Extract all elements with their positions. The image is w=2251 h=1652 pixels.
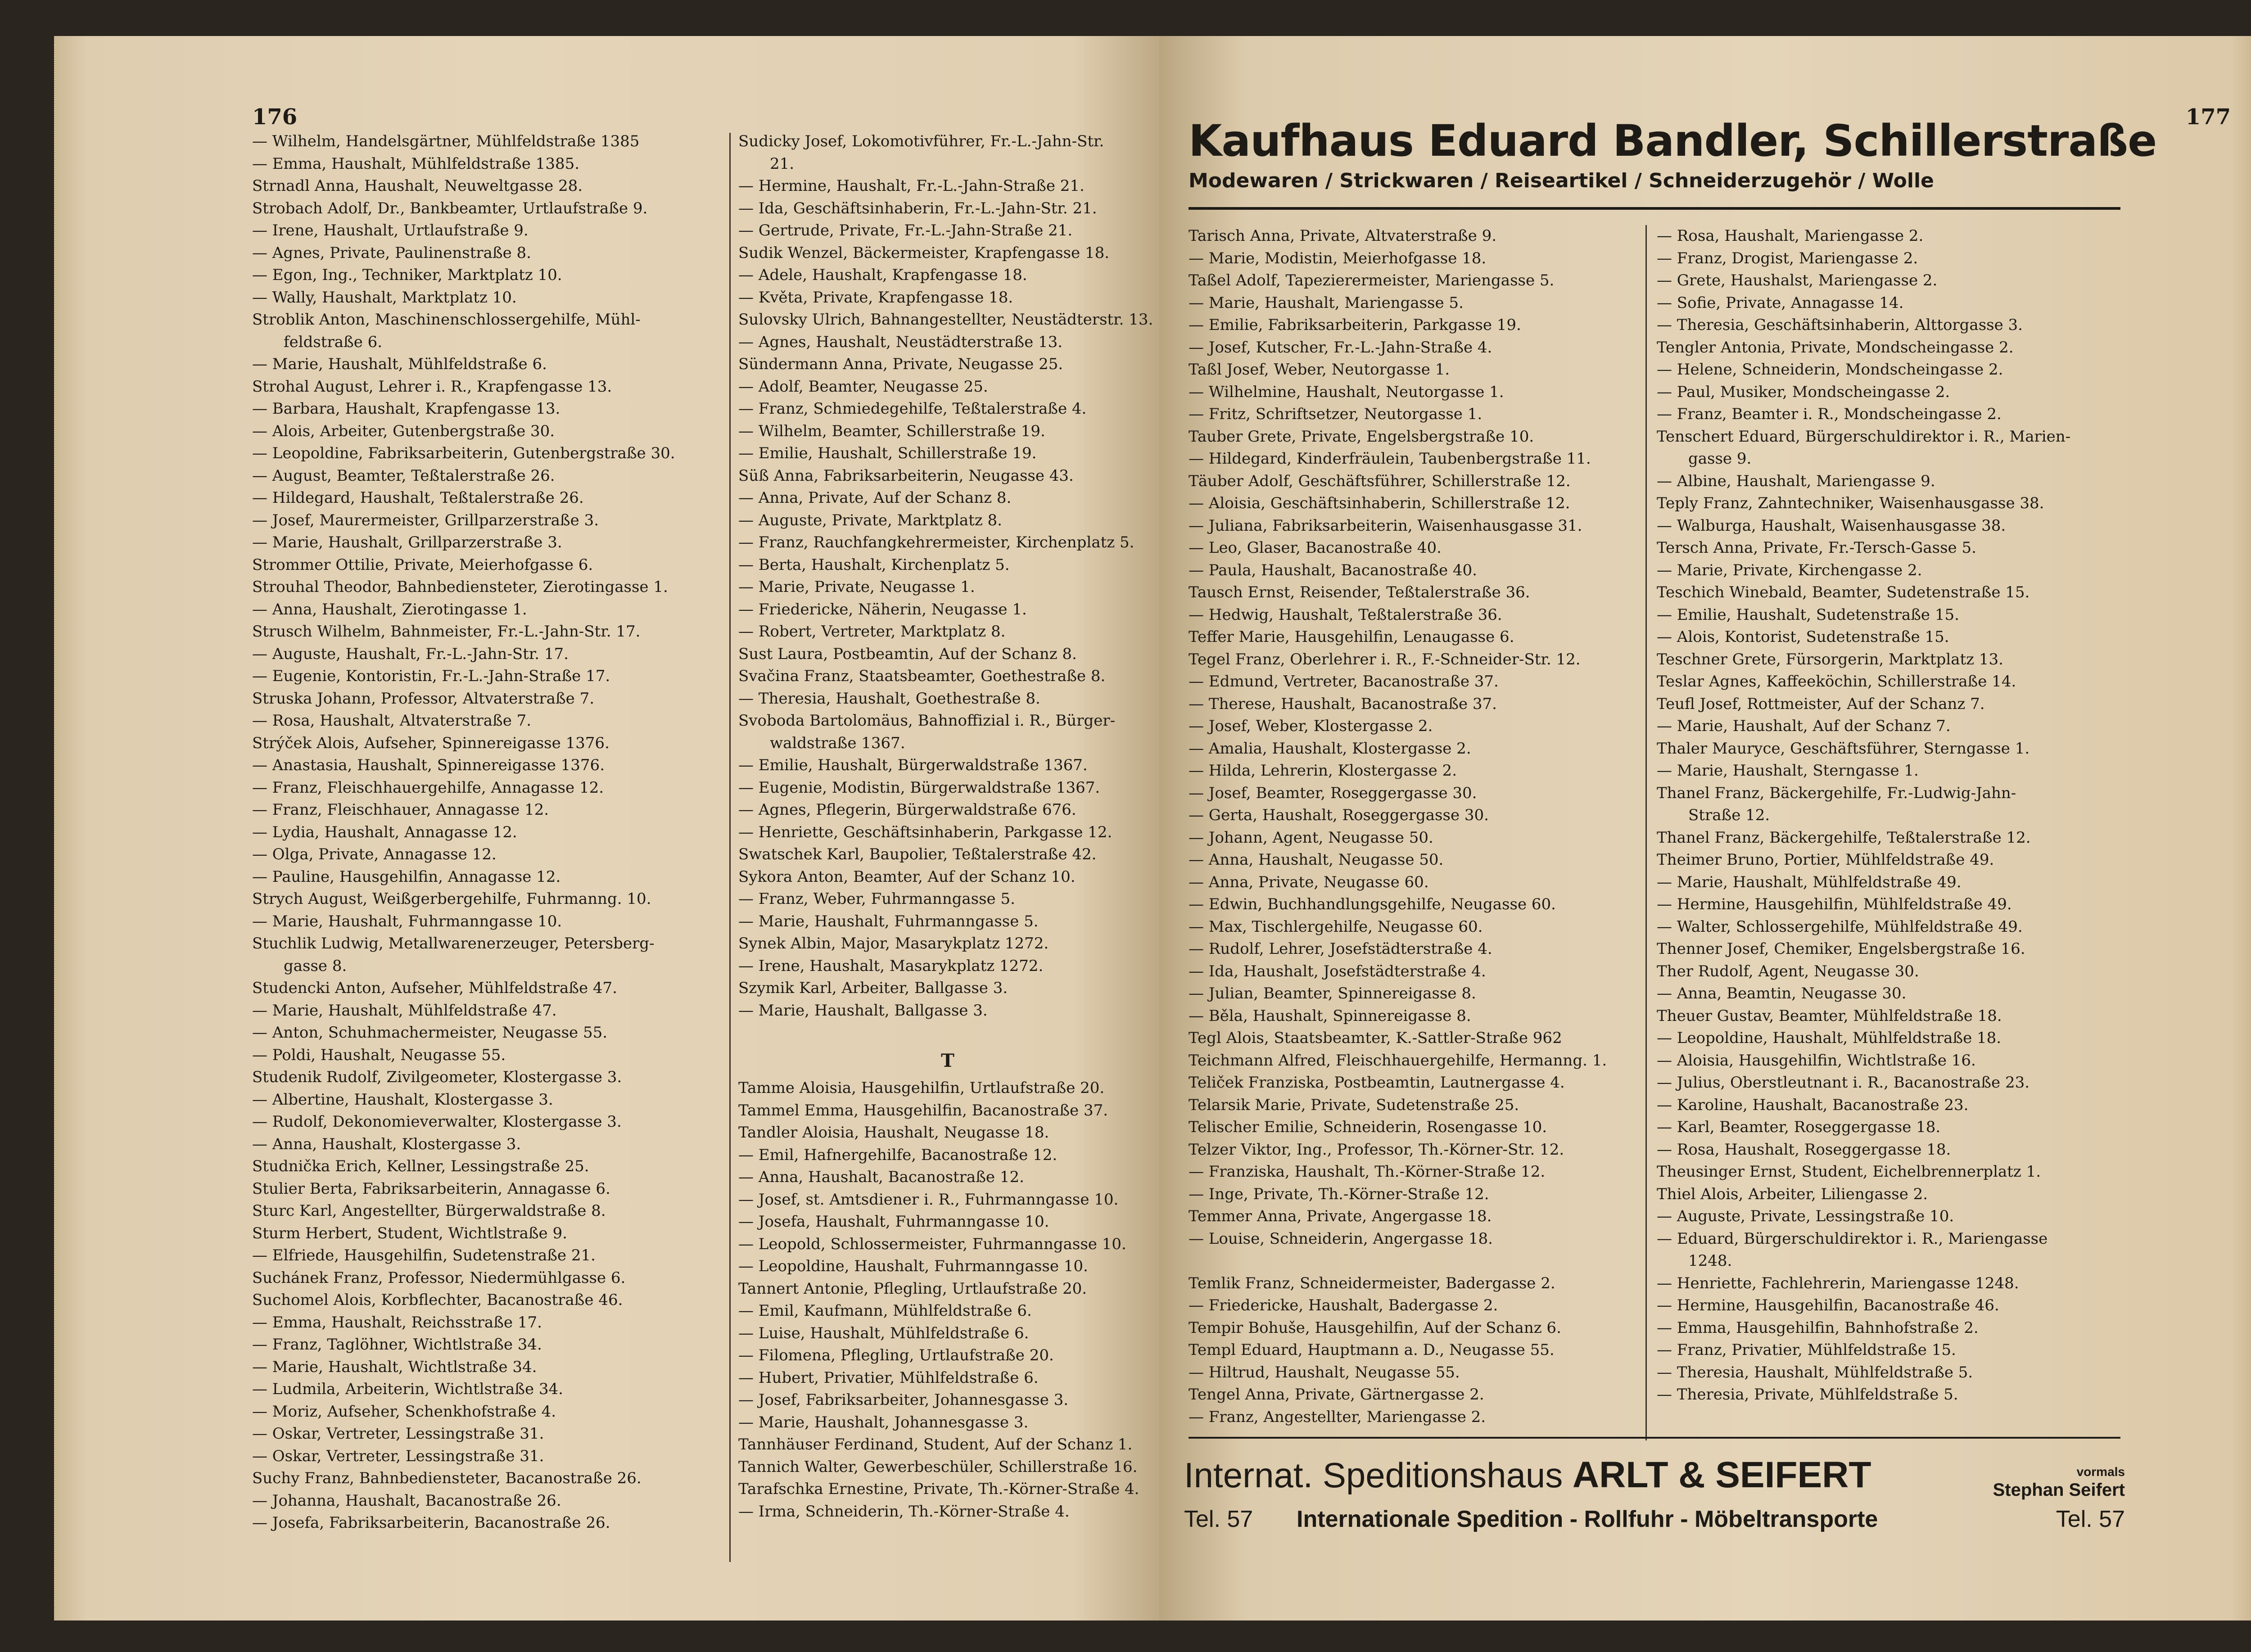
directory-entry: — Anna, Private, Neugasse 60. [1189,873,1429,891]
entry-continuation: waldstraße 1367. [770,734,905,752]
directory-entry: Stroblik Anton, Maschinenschlossergehilfe, Mühl- [252,311,641,329]
directory-entry: — Hilda, Lehrerin, Klostergasse 2. [1189,762,1457,780]
directory-entry: — Walburga, Haushalt, Waisenhausgasse 38. [1657,516,2006,535]
directory-entry: Telzer Viktor, Ing., Professor, Th.-Körner-Str. 12. [1189,1140,1564,1159]
directory-entry: — Moriz, Aufseher, Schenkhofstraße 4. [252,1402,556,1421]
directory-entry: — Marie, Private, Kirchengasse 2. [1657,561,1922,579]
directory-entry: — Marie, Private, Neugasse 1. [738,578,975,596]
directory-entry: — Irene, Haushalt, Masarykplatz 1272. [738,957,1044,975]
directory-entry: — Julius, Oberstleutnant i. R., Bacanostraße 23. [1657,1074,2030,1092]
directory-entry: — Oskar, Vertreter, Lessingstraße 31. [252,1425,544,1443]
directory-entry: Tannhäuser Ferdinand, Student, Auf der Schanz 1. [738,1435,1133,1453]
directory-entry: Svoboda Bartolomäus, Bahnoffizial i. R., Bürger- [738,712,1116,730]
directory-entry: — Eduard, Bürgerschuldirektor i. R., Mariengasse [1657,1229,2048,1248]
directory-entry: Tenschert Eduard, Bürgerschuldirektor i. R., Marien- [1657,427,2071,446]
directory-entry: Tarisch Anna, Private, Altvaterstraße 9. [1189,227,1497,245]
directory-entry: Süß Anna, Fabriksarbeiterin, Neugasse 43. [738,466,1074,485]
directory-entry: — Auguste, Private, Marktplatz 8. [738,511,1002,529]
directory-entry: — Rudolf, Lehrer, Josefstädterstraße 4. [1189,940,1492,958]
ad-title: Kaufhaus Eduard Bandler, Schillerstraße [1189,116,2157,166]
directory-entry: Tannert Antonie, Pflegling, Urtlaufstraße 20. [738,1279,1087,1298]
directory-entry: — Emil, Hafnergehilfe, Bacanostraße 12. [738,1146,1058,1164]
directory-entry: — Běla, Haushalt, Spinnereigasse 8. [1189,1007,1471,1025]
directory-entry: Thenner Josef, Chemiker, Engelsbergstraße 16. [1657,940,2025,958]
directory-entry: — Karl, Beamter, Roseggergasse 18. [1657,1118,1941,1136]
directory-entry: — Franz, Rauchfangkehrermeister, Kirchenplatz 5. [738,533,1135,551]
directory-entry: Strommer Ottilie, Private, Meierhofgasse 6. [252,555,593,574]
entry-continuation: 1248. [1688,1252,1732,1270]
directory-entry: Täuber Adolf, Geschäftsführer, Schillerstraße 12. [1189,472,1571,490]
ad-underline [1189,207,2120,210]
directory-entry: — Friedericke, Näherin, Neugasse 1. [738,600,1027,618]
directory-entry: — Marie, Haushalt, Mühlfeldstraße 6. [252,355,547,373]
directory-entry: — Inge, Private, Th.-Körner-Straße 12. [1189,1185,1489,1203]
directory-entry: Teichmann Alfred, Fleischhauergehilfe, Hermanng. 1. [1189,1051,1607,1070]
directory-entry: — Anna, Haushalt, Bacanostraße 12. [738,1168,1024,1186]
directory-entry: Szymik Karl, Arbeiter, Ballgasse 3. [738,979,1008,997]
directory-entry: — Leo, Glaser, Bacanostraße 40. [1189,539,1442,557]
directory-entry: — Emil, Kaufmann, Mühlfeldstraße 6. [738,1302,1032,1320]
directory-entry: — Barbara, Haushalt, Krapfengasse 13. [252,400,560,418]
directory-entry: — Theresia, Private, Mühlfeldstraße 5. [1657,1386,1958,1404]
directory-entry: — Anna, Private, Auf der Schanz 8. [738,489,1012,507]
directory-entry: — Josef, Maurermeister, Grillparzerstraße 3. [252,511,599,529]
directory-entry: — Agnes, Pflegerin, Bürgerwaldstraße 676. [738,801,1076,819]
directory-entry: — Albine, Haushalt, Mariengasse 9. [1657,472,1935,490]
directory-entry: Stuchlik Ludwig, Metallwarenerzeuger, Petersberg- [252,934,655,952]
directory-entry: — Theresia, Haushalt, Mühlfeldstraße 5. [1657,1363,1973,1381]
directory-entry: — Marie, Haushalt, Auf der Schanz 7. [1657,717,1951,735]
directory-entry: — Marie, Haushalt, Grillparzerstraße 3. [252,533,562,551]
directory-entry: Telischer Emilie, Schneiderin, Rosengasse 10. [1189,1118,1547,1136]
directory-entry: — Olga, Private, Annagasse 12. [252,845,497,863]
directory-entry: — Anastasia, Haushalt, Spinnereigasse 1376. [252,756,605,774]
directory-entry: Tarafschka Ernestine, Private, Th.-Körner-Straße 4. [738,1480,1139,1498]
directory-entry: Teply Franz, Zahntechniker, Waisenhausgasse 38. [1657,494,2044,512]
directory-entry: Swatschek Karl, Baupolier, Teßtalerstraße 42. [738,845,1097,863]
directory-entry: — Alois, Arbeiter, Gutenbergstraße 30. [252,422,555,440]
directory-entry: — Henriette, Geschäftsinhaberin, Parkgasse 12. [738,823,1112,841]
directory-entry: Tegel Franz, Oberlehrer i. R., F.-Schneider-Str. 12. [1189,650,1581,668]
ad-tel-left: Tel. 57 [1184,1506,1253,1532]
directory-entry: Theusinger Ernst, Student, Eichelbrennerplatz 1. [1657,1163,2041,1181]
directory-entry: Strusch Wilhelm, Bahnmeister, Fr.-L.-Jahn-Str. 17. [252,623,641,641]
directory-entry: Tausch Ernst, Reisender, Teßtalerstraße 36. [1189,583,1530,601]
directory-entry: — Leopoldine, Haushalt, Mühlfeldstraße 18. [1657,1029,2002,1047]
directory-entry: — Theresia, Geschäftsinhaberin, Alttorgasse 3. [1657,316,2023,334]
directory-entry: Tengel Anna, Private, Gärtnergasse 2. [1189,1386,1484,1404]
directory-entry: — Marie, Haushalt, Sterngasse 1. [1657,762,1919,780]
entry-continuation: Straße 12. [1688,806,1770,824]
directory-entry: — Franz, Drogist, Mariengasse 2. [1657,249,1918,267]
directory-entry: — Hermine, Haushalt, Fr.-L.-Jahn-Straße 21. [738,177,1085,195]
left-column-2 [738,131,1157,1523]
directory-entry: — Karoline, Haushalt, Bacanostraße 23. [1657,1096,1969,1114]
directory-entry: Telarsik Marie, Private, Sudetenstraße 25. [1189,1096,1519,1114]
directory-entry: — Marie, Haushalt, Fuhrmanngasse 5. [738,912,1039,930]
directory-entry: — Friedericke, Haushalt, Badergasse 2. [1189,1296,1498,1314]
directory-entry: Strouhal Theodor, Bahnbediensteter, Zierotingasse 1. [252,578,668,596]
directory-entry: — Egon, Ing., Techniker, Marktplatz 10. [252,266,562,284]
directory-entry: — Max, Tischlergehilfe, Neugasse 60. [1189,917,1483,936]
directory-entry: — Marie, Haushalt, Ballgasse 3. [738,1001,988,1020]
directory-entry: Strýček Alois, Aufseher, Spinnereigasse 1376. [252,734,610,752]
directory-entry: Teufl Josef, Rottmeister, Auf der Schanz 7. [1657,695,1985,713]
directory-entry: — Josefa, Fabriksarbeiterin, Bacanostraße 26. [252,1514,610,1532]
directory-entry: Tandler Aloisia, Haushalt, Neugasse 18. [738,1124,1049,1142]
directory-entry: — Emilie, Fabriksarbeiterin, Parkgasse 19. [1189,316,1521,334]
entry-continuation: gasse 9. [1688,450,1752,468]
directory-entry: — Helene, Schneiderin, Mondscheingasse 2. [1657,361,2003,379]
directory-entry: — Emma, Haushalt, Reichsstraße 17. [252,1313,542,1332]
directory-entry: Strych August, Weißgerbergehilfe, Fuhrmanng. 10. [252,890,651,908]
blank-line [1189,1250,1693,1273]
directory-entry: Synek Albin, Major, Masarykplatz 1272. [738,934,1049,952]
directory-entry: Thanel Franz, Bäckergehilfe, Fr.-Ludwig-Jahn- [1657,784,2016,802]
directory-entry: — Adolf, Beamter, Neugasse 25. [738,377,988,396]
directory-entry: — Wally, Haushalt, Marktplatz 10. [252,288,517,307]
directory-entry: — Eugenie, Kontoristin, Fr.-L.-Jahn-Straße 17. [252,667,610,685]
directory-entry: Tammel Emma, Hausgehilfin, Bacanostraße 37. [738,1101,1108,1119]
directory-entry: — Emilie, Haushalt, Sudetenstraße 15. [1657,605,1959,624]
directory-entry: Sturm Herbert, Student, Wichtlstraße 9. [252,1224,567,1242]
directory-entry: — Amalia, Haushalt, Klostergasse 2. [1189,739,1471,758]
directory-entry: — Marie, Haushalt, Fuhrmanngasse 10. [252,912,562,930]
directory-entry: — Anna, Haushalt, Neugasse 50. [1189,851,1444,869]
section-letter: T [941,1050,954,1071]
directory-entry: — August, Beamter, Teßtalerstraße 26. [252,466,555,485]
directory-entry: — Edwin, Buchhandlungsgehilfe, Neugasse 60. [1189,895,1556,913]
ad-services: Internationale Spedition - Rollfuhr - Möbeltransporte [1297,1506,1878,1532]
page-edge-left [54,45,56,1607]
directory-entry: — Marie, Haushalt, Mühlfeldstraße 47. [252,1001,557,1020]
directory-entry: — Paula, Haushalt, Bacanostraße 40. [1189,561,1477,579]
directory-entry: Teschich Winebald, Beamter, Sudetenstraße 15. [1657,583,2030,601]
directory-entry: Thanel Franz, Bäckergehilfe, Teßtalerstraße 12. [1657,828,2031,847]
directory-entry: — Walter, Schlossergehilfe, Mühlfeldstraße 49. [1657,917,2023,936]
blank-line [738,1022,1157,1044]
directory-entry: — Gertrude, Private, Fr.-L.-Jahn-Straße 21. [738,221,1073,239]
column-rule-right [1645,225,1647,1440]
directory-entry: — Marie, Haushalt, Johannesgasse 3. [738,1413,1029,1431]
directory-entry: — Franz, Schmiedegehilfe, Teßtalerstraße 4. [738,400,1087,418]
directory-entry: Teliček Franziska, Postbeamtin, Lautnergasse 4. [1189,1074,1565,1092]
directory-entry: — Grete, Haushalst, Mariengasse 2. [1657,271,1938,289]
ad-company: Internat. Speditionshaus ARLT & SEIFERT [1184,1454,1871,1495]
directory-entry: — Josef, Kutscher, Fr.-L.-Jahn-Straße 4. [1189,338,1492,357]
directory-entry: Tamme Aloisia, Hausgehilfin, Urtlaufstraße 20. [738,1079,1105,1097]
directory-entry: — Juliana, Fabriksarbeiterin, Waisenhausgasse 31. [1189,516,1582,535]
ad-kaufhaus-bandler [1189,116,2157,192]
directory-entry: Sudik Wenzel, Bäckermeister, Krapfengasse 18. [738,244,1110,262]
directory-entry: Tengler Antonia, Private, Mondscheingasse 2. [1657,338,2014,357]
directory-entry: — Rudolf, Dekonomieverwalter, Klostergasse 3. [252,1113,622,1131]
page-number-left: 176 [252,104,298,130]
directory-entry: — Lydia, Haushalt, Annagasse 12. [252,823,517,841]
directory-entry: — Therese, Haushalt, Bacanostraße 37. [1189,695,1497,713]
directory-entry: — Aloisia, Hausgehilfin, Wichtlstraße 16. [1657,1051,1976,1070]
directory-entry: — Wilhelm, Handelsgärtner, Mühlfeldstraße 1385 [252,132,640,150]
directory-entry: — Auguste, Private, Lessingstraße 10. [1657,1207,1954,1225]
directory-entry: — Elfriede, Hausgehilfin, Sudetenstraße 21. [252,1246,596,1264]
directory-entry: Studencki Anton, Aufseher, Mühlfeldstraße 47. [252,979,617,997]
directory-entry: — Josef, st. Amtsdiener i. R., Fuhrmanngasse 10. [738,1190,1119,1209]
directory-entry: — Albertine, Haushalt, Klostergasse 3. [252,1090,553,1109]
directory-entry: — Johanna, Haushalt, Bacanostraße 26. [252,1491,561,1510]
directory-entry: — Irene, Haushalt, Urtlaufstraße 9. [252,221,529,239]
directory-entry: — Josef, Fabriksarbeiter, Johannesgasse 3. [738,1391,1069,1409]
directory-entry: Strobach Adolf, Dr., Bankbeamter, Urtlaufstraße 9. [252,199,648,217]
directory-entry: — Edmund, Vertreter, Bacanostraße 37. [1189,673,1499,691]
directory-entry: — Ludmila, Arbeiterin, Wichtlstraße 34. [252,1380,563,1398]
directory-entry: Studenik Rudolf, Zivilgeometer, Klostergasse 3. [252,1068,622,1086]
directory-entry: — Rosa, Haushalt, Mariengasse 2. [1657,227,1924,245]
directory-entry: — Hubert, Privatier, Mühlfeldstraße 6. [738,1368,1039,1387]
directory-entry: — Josef, Beamter, Roseggergasse 30. [1189,784,1477,802]
directory-entry: Suchánek Franz, Professor, Niedermühlgasse 6. [252,1268,626,1287]
directory-entry: Taßel Adolf, Tapezierermeister, Mariengasse 5. [1189,271,1555,289]
directory-entry: — Hedwig, Haushalt, Teßtalerstraße 36. [1189,605,1502,624]
directory-entry: — Theresia, Haushalt, Goethestraße 8. [738,689,1040,708]
directory-entry: — Leopoldine, Haushalt, Fuhrmanngasse 10. [738,1257,1088,1275]
directory-entry: Tauber Grete, Private, Engelsbergstraße 10. [1189,427,1534,446]
directory-entry: Strohal August, Lehrer i. R., Krapfengasse 13. [252,377,612,396]
directory-entry: — Franz, Fleischhauer, Annagasse 12. [252,801,549,819]
directory-entry: — Emilie, Haushalt, Bürgerwaldstraße 1367. [738,756,1088,774]
open-book [54,36,2251,1620]
directory-entry: — Leopoldine, Fabriksarbeiterin, Gutenbergstraße 30. [252,444,675,462]
ad-subtitle: Modewaren / Strickwaren / Reiseartikel / Schneiderzugehör / Wolle [1189,169,1934,192]
directory-entry: — Aloisia, Geschäftsinhaberin, Schillerstraße 12. [1189,494,1570,512]
directory-entry: Teffer Marie, Hausgehilfin, Lenaugasse 6. [1189,628,1514,646]
directory-entry: — Wilhelmine, Haushalt, Neutorgasse 1. [1189,383,1504,401]
directory-entry: Sulovsky Ulrich, Bahnangestellter, Neustädterstr. 13. [738,311,1153,329]
directory-entry: — Irma, Schneiderin, Th.-Körner-Straße 4. [738,1502,1070,1521]
directory-entry: — Fritz, Schriftsetzer, Neutorgasse 1. [1189,405,1483,423]
directory-entry: — Pauline, Hausgehilfin, Annagasse 12. [252,867,561,886]
directory-entry: — Rosa, Haushalt, Roseggergasse 18. [1657,1140,1951,1159]
directory-entry: — Eugenie, Modistin, Bürgerwaldstraße 1367. [738,778,1100,797]
directory-entry: Strnadl Anna, Haushalt, Neuweltgasse 28. [252,177,583,195]
directory-entry: Templ Eduard, Hauptmann a. D., Neugasse 55. [1189,1341,1555,1359]
directory-entry: — Berta, Haushalt, Kirchenplatz 5. [738,555,1010,574]
directory-entry: Sündermann Anna, Private, Neugasse 25. [738,355,1063,373]
directory-entry: Suchy Franz, Bahnbediensteter, Bacanostraße 26. [252,1469,642,1487]
directory-entry: — Filomena, Pflegling, Urtlaufstraße 20. [738,1346,1054,1364]
directory-entry: — Emma, Haushalt, Mühlfeldstraße 1385. [252,154,580,173]
directory-entry: — Leopold, Schlossermeister, Fuhrmanngasse 10. [738,1235,1126,1253]
directory-entry: Svačina Franz, Staatsbeamter, Goethestraße 8. [738,667,1106,685]
directory-entry: — Franz, Taglöhner, Wichtlstraße 34. [252,1336,542,1354]
directory-entry: — Louise, Schneiderin, Angergasse 18. [1189,1229,1493,1248]
directory-entry: Struska Johann, Professor, Altvaterstraße 7. [252,689,595,708]
directory-entry: — Agnes, Haushalt, Neustädterstraße 13. [738,333,1063,351]
directory-entry: Temlik Franz, Schneidermeister, Badergasse 2. [1189,1274,1555,1292]
directory-entry: Tannich Walter, Gewerbeschüler, Schillerstraße 16. [738,1458,1138,1476]
directory-entry: Tersch Anna, Private, Fr.-Tersch-Gasse 5. [1657,539,1976,557]
directory-entry: — Wilhelm, Beamter, Schillerstraße 19. [738,422,1045,440]
directory-entry: — Franz, Beamter i. R., Mondscheingasse 2. [1657,405,2002,423]
directory-entry: — Rosa, Haushalt, Altvaterstraße 7. [252,712,532,730]
directory-entry: — Marie, Haushalt, Mariengasse 5. [1189,293,1464,312]
ad-arlt-seifert [1184,1454,2125,1544]
directory-entry: — Alois, Kontorist, Sudetenstraße 15. [1657,628,1949,646]
directory-entry: Sust Laura, Postbeamtin, Auf der Schanz 8. [738,645,1077,663]
directory-entry: Thaler Mauryce, Geschäftsführer, Sterngasse 1. [1657,739,2030,758]
page-number-right: 177 [2185,104,2231,130]
directory-entry: Theuer Gustav, Beamter, Mühlfeldstraße 18. [1657,1007,2002,1025]
ad-topline [1189,1437,2120,1439]
entry-continuation: feldstraße 6. [284,333,383,351]
ad-formerly: vormals Stephan Seifert [1993,1465,2125,1500]
directory-entry: — Franz, Fleischhauergehilfe, Annagasse 12. [252,778,604,797]
directory-entry: — Anton, Schuhmachermeister, Neugasse 55. [252,1024,608,1042]
directory-entry: — Franz, Privatier, Mühlfeldstraße 15. [1657,1341,1956,1359]
directory-entry: — Hildegard, Kinderfräulein, Taubenbergstraße 11. [1189,450,1591,468]
directory-entry: Theimer Bruno, Portier, Mühlfeldstraße 49. [1657,851,1994,869]
directory-entry: Suchomel Alois, Korbflechter, Bacanostraße 46. [252,1291,623,1309]
directory-entry: — Luise, Haushalt, Mühlfeldstraße 6. [738,1324,1029,1342]
directory-entry: — Marie, Modistin, Meierhofgasse 18. [1189,249,1487,267]
directory-entry: — Josefa, Haushalt, Fuhrmanngasse 10. [738,1213,1049,1231]
directory-entry: Taßl Josef, Weber, Neutorgasse 1. [1189,361,1450,379]
directory-entry: Stulier Berta, Fabriksarbeiterin, Annagasse 6. [252,1179,610,1198]
directory-entry: — Franz, Angestellter, Mariengasse 2. [1189,1408,1486,1426]
directory-entry: — Julian, Beamter, Spinnereigasse 8. [1189,984,1476,1002]
directory-entry: — Oskar, Vertreter, Lessingstraße 31. [252,1447,544,1465]
directory-entry: — Paul, Musiker, Mondscheingasse 2. [1657,383,1950,401]
directory-entry: — Květa, Private, Krapfengasse 18. [738,288,1013,307]
ad-tel-right: Tel. 57 [2056,1506,2125,1532]
column-rule [729,133,731,1562]
directory-entry: — Poldi, Haushalt, Neugasse 55. [252,1046,506,1064]
directory-entry: — Ida, Haushalt, Josefstädterstraße 4. [1189,962,1486,980]
directory-entry: Sturc Karl, Angestellter, Bürgerwaldstraße 8. [252,1202,606,1220]
directory-entry: — Sofie, Private, Annagasse 14. [1657,293,1904,312]
right-column-1 [1189,225,1693,1428]
directory-entry: — Henriette, Fachlehrerin, Mariengasse 1248. [1657,1274,2019,1292]
directory-entry: Ther Rudolf, Agent, Neugasse 30. [1657,962,1919,980]
directory-entry: — Marie, Haushalt, Mühlfeldstraße 49. [1657,873,1962,891]
directory-entry: — Johann, Agent, Neugasse 50. [1189,828,1433,847]
directory-entry: — Franziska, Haushalt, Th.-Körner-Straße 12. [1189,1163,1546,1181]
directory-entry: Teschner Grete, Fürsorgerin, Marktplatz 13. [1657,650,2003,668]
directory-entry: Studnička Erich, Kellner, Lessingstraße 25. [252,1157,589,1175]
directory-entry: — Anna, Beamtin, Neugasse 30. [1657,984,1907,1002]
left-page [54,36,1159,1620]
directory-entry: — Josef, Weber, Klostergasse 2. [1189,717,1433,735]
directory-entry: — Hermine, Hausgehilfin, Mühlfeldstraße 49. [1657,895,2012,913]
directory-entry: Sykora Anton, Beamter, Auf der Schanz 10. [738,867,1076,886]
directory-entry: — Emma, Hausgehilfin, Bahnhofstraße 2. [1657,1318,1979,1337]
directory-entry: — Gerta, Haushalt, Roseggergasse 30. [1189,806,1489,824]
directory-entry: Tegl Alois, Staatsbeamter, K.-Sattler-Straße 962 [1189,1029,1562,1047]
directory-entry: Tempir Bohuše, Hausgehilfin, Auf der Schanz 6. [1189,1318,1561,1337]
right-column-2 [1657,225,2129,1406]
left-column-1 [252,131,738,1535]
directory-entry: — Anna, Haushalt, Klostergasse 3. [252,1135,521,1153]
directory-entry: — Agnes, Private, Paulinenstraße 8. [252,244,531,262]
entry-continuation: 21. [770,154,795,173]
directory-entry: Sudicky Josef, Lokomotivführer, Fr.-L.-Jahn-Str. [738,132,1104,150]
directory-entry: — Anna, Haushalt, Zierotingasse 1. [252,600,527,618]
directory-entry: — Marie, Haushalt, Wichtlstraße 34. [252,1358,537,1376]
directory-entry: — Robert, Vertreter, Marktplatz 8. [738,623,1006,641]
directory-entry: — Ida, Geschäftsinhaberin, Fr.-L.-Jahn-Str. 21. [738,199,1097,217]
directory-entry: Thiel Alois, Arbeiter, Liliengasse 2. [1657,1185,1928,1203]
directory-entry: Teslar Agnes, Kaffeeköchin, Schillerstraße 14. [1657,673,2016,691]
entry-continuation: gasse 8. [284,957,347,975]
directory-entry: — Hermine, Hausgehilfin, Bacanostraße 46. [1657,1296,1999,1314]
directory-entry: Temmer Anna, Private, Angergasse 18. [1189,1207,1492,1225]
directory-entry: — Adele, Haushalt, Krapfengasse 18. [738,266,1027,284]
directory-entry: — Hildegard, Haushalt, Teßtalerstraße 26. [252,489,584,507]
directory-entry: — Auguste, Haushalt, Fr.-L.-Jahn-Str. 17. [252,645,569,663]
directory-entry: — Emilie, Haushalt, Schillerstraße 19. [738,444,1037,462]
directory-entry: — Hiltrud, Haushalt, Neugasse 55. [1189,1363,1460,1381]
directory-entry: — Franz, Weber, Fuhrmanngasse 5. [738,890,1015,908]
